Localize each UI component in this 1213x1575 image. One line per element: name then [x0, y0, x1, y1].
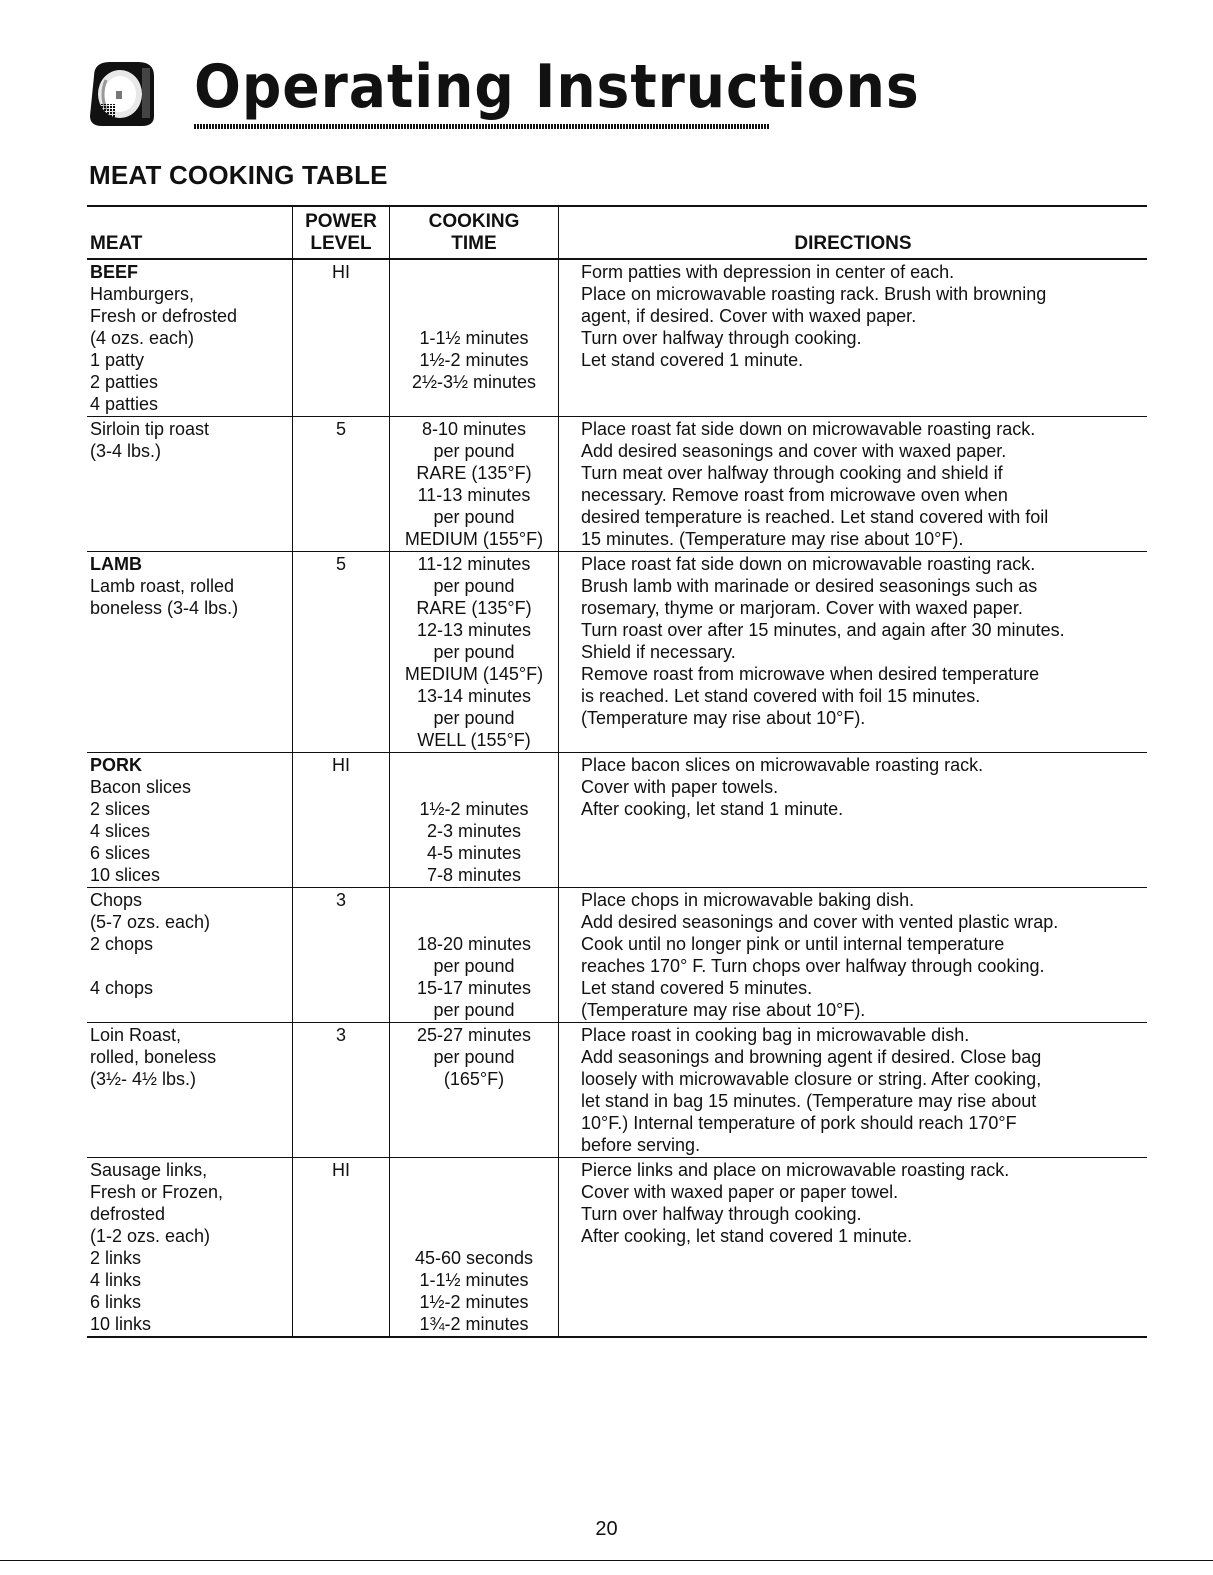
header-title: Operating Instructions	[194, 52, 920, 122]
cooking-time-value: (165°F)	[443, 1069, 505, 1089]
cooking-time-value: per pound	[433, 507, 515, 527]
table-row	[87, 552, 1147, 753]
cooking-time-value: per pound	[433, 708, 515, 728]
meat-item: (1-2 ozs. each)	[90, 1226, 211, 1246]
spacer	[390, 1203, 558, 1225]
direction-line: 10°F.) Internal temperature of pork should reach 170°F	[581, 1113, 1017, 1133]
cooking-time-value: 25-27 minutes	[416, 1025, 532, 1045]
meat-item: Sirloin tip roast	[90, 419, 210, 439]
spacer	[390, 776, 558, 798]
table-row	[87, 417, 1147, 552]
cooking-time-value: 1-1½ minutes	[419, 328, 529, 348]
power-level-cell	[293, 552, 390, 753]
section-title: MEAT COOKING TABLE	[89, 160, 388, 190]
cooking-time-cell	[390, 1023, 559, 1158]
directions-cell	[559, 1023, 1148, 1158]
cooking-time-value: per pound	[433, 956, 515, 976]
cooking-time-value: RARE (135°F)	[416, 598, 532, 618]
direction-line: After cooking, let stand covered 1 minute.	[581, 1226, 913, 1246]
cooking-time-value: WELL (155°F)	[417, 730, 531, 750]
meat-item: 4 links	[90, 1270, 142, 1290]
power-level-value: HI	[332, 262, 350, 282]
direction-line: Cover with waxed paper or paper towel.	[581, 1182, 899, 1202]
spacer	[390, 889, 558, 911]
direction-line: Place chops in microwavable baking dish.	[581, 890, 915, 910]
meat-item: (4 ozs. each)	[90, 328, 195, 348]
table-row	[87, 888, 1147, 1023]
direction-line: Cover with paper towels.	[581, 777, 779, 797]
meat-item: (3½- 4½ lbs.)	[90, 1069, 197, 1089]
spacer	[390, 283, 558, 305]
power-level-cell	[293, 259, 390, 417]
direction-line: Cook until no longer pink or until internal temperature	[581, 934, 1005, 954]
power-level-value: 5	[335, 419, 346, 439]
cooking-time-value: 1½-2 minutes	[419, 350, 529, 370]
direction-line: Turn roast over after 15 minutes, and again after 30 minutes.	[581, 620, 1065, 640]
meat-item: 4 chops	[90, 978, 154, 998]
power-level-value: HI	[332, 755, 350, 775]
power-level-cell	[293, 417, 390, 552]
power-level-value: 5	[335, 554, 346, 574]
header-directions: DIRECTIONS	[559, 206, 1148, 259]
meat-item: (5-7 ozs. each)	[90, 912, 211, 932]
meat-item: 4 patties	[90, 394, 159, 414]
direction-line: Form patties with depression in center of each.	[581, 262, 955, 282]
cooking-time-cell	[390, 552, 559, 753]
spacer	[90, 955, 292, 977]
table-row	[87, 1023, 1147, 1158]
direction-line: Pierce links and place on microwavable roasting rack.	[581, 1160, 1010, 1180]
direction-line: Add seasonings and browning agent if desired. Close bag	[581, 1047, 1042, 1067]
direction-line: Let stand covered 5 minutes.	[581, 978, 813, 998]
direction-line: loosely with microwavable closure or string. After cooking,	[581, 1069, 1042, 1089]
cooking-time-value: 4-5 minutes	[426, 843, 522, 863]
power-level-cell	[293, 888, 390, 1023]
directions-cell	[559, 259, 1148, 417]
directions-cell	[559, 753, 1148, 888]
meat-item: Bacon slices	[90, 777, 192, 797]
power-level-cell	[293, 753, 390, 888]
direction-line: Add desired seasonings and cover with vented plastic wrap.	[581, 912, 1059, 932]
direction-line: Add desired seasonings and cover with waxed paper.	[581, 441, 1007, 461]
table-row	[87, 1158, 1147, 1338]
spacer	[390, 1181, 558, 1203]
meat-item: Fresh or Frozen,	[90, 1182, 224, 1202]
direction-line: before serving.	[581, 1135, 701, 1155]
direction-line: reaches 170° F. Turn chops over halfway through cooking.	[581, 956, 1045, 976]
cooking-time-value: MEDIUM (155°F)	[404, 529, 544, 549]
header-cooking-time: COOKING TIME	[390, 206, 559, 259]
meat-item: 4 slices	[90, 821, 151, 841]
spacer	[390, 261, 558, 283]
cooking-time-value: 11-13 minutes	[417, 485, 531, 505]
directions-cell	[559, 552, 1148, 753]
cooking-time-cell	[390, 259, 559, 417]
direction-line: After cooking, let stand 1 minute.	[581, 799, 844, 819]
spacer	[390, 1159, 558, 1181]
cooking-time-value: per pound	[433, 1000, 515, 1020]
direction-line: Place roast in cooking bag in microwavable dish.	[581, 1025, 970, 1045]
cooking-time-value: 18-20 minutes	[416, 934, 532, 954]
header-underline	[194, 124, 770, 129]
table-header-row	[87, 206, 1147, 259]
microwave-logo-icon	[86, 58, 158, 128]
cooking-time-value: 8-10 minutes	[421, 419, 527, 439]
direction-line: rosemary, thyme or marjoram. Cover with waxed paper.	[581, 598, 1023, 618]
power-level-value: 3	[335, 1025, 346, 1045]
direction-line: Remove roast from microwave when desired temperature	[581, 664, 1040, 684]
spacer	[390, 911, 558, 933]
table-row	[87, 753, 1147, 888]
meat-cell	[87, 1023, 293, 1158]
directions-cell	[559, 1158, 1148, 1338]
table-row	[87, 259, 1147, 417]
direction-line: Shield if necessary.	[581, 642, 736, 662]
direction-line: Let stand covered 1 minute.	[581, 350, 804, 370]
spacer	[390, 1225, 558, 1247]
power-level-value: 3	[335, 890, 346, 910]
power-level-cell	[293, 1023, 390, 1158]
direction-line: desired temperature is reached. Let stand covered with foil	[581, 507, 1049, 527]
cooking-time-value: 1½-2 minutes	[419, 799, 529, 819]
direction-line: is reached. Let stand covered with foil 15 minutes.	[581, 686, 981, 706]
direction-line: necessary. Remove roast from microwave oven when	[581, 485, 1008, 505]
meat-item: 10 links	[90, 1314, 152, 1334]
meat-item: Lamb roast, rolled	[90, 576, 235, 596]
spacer	[390, 754, 558, 776]
meat-category: BEEF	[90, 262, 139, 282]
meat-cell	[87, 753, 293, 888]
cooking-time-value: 45-60 seconds	[414, 1248, 534, 1268]
cooking-time-value: 1½-2 minutes	[419, 1292, 529, 1312]
meat-cell	[87, 259, 293, 417]
cooking-time-value: 7-8 minutes	[426, 865, 522, 885]
meat-item: 2 slices	[90, 799, 151, 819]
direction-line: (Temperature may rise about 10°F).	[581, 708, 866, 728]
meat-item: Chops	[90, 890, 143, 910]
cooking-time-value: 2½-3½ minutes	[411, 372, 537, 392]
cooking-time-value: 13-14 minutes	[416, 686, 532, 706]
direction-line: Turn over halfway through cooking.	[581, 1204, 862, 1224]
spacer	[390, 305, 558, 327]
direction-line: Turn over halfway through cooking.	[581, 328, 862, 348]
cooking-time-value: 1¾-2 minutes	[419, 1314, 529, 1334]
cooking-time-cell	[390, 1158, 559, 1338]
meat-item: 1 patty	[90, 350, 145, 370]
cooking-time-value: per pound	[433, 441, 515, 461]
cooking-time-cell	[390, 753, 559, 888]
header-power-level: POWER LEVEL	[293, 206, 390, 259]
direction-line: Turn meat over halfway through cooking and shield if	[581, 463, 1003, 483]
page-number: 20	[595, 1518, 618, 1540]
cooking-time-value: 1-1½ minutes	[419, 1270, 529, 1290]
meat-item: (3-4 lbs.)	[90, 441, 162, 461]
power-level-value: HI	[332, 1160, 350, 1180]
power-level-cell	[293, 1158, 390, 1338]
direction-line: Place roast fat side down on microwavable roasting rack.	[581, 554, 1036, 574]
page-header	[86, 52, 920, 132]
meat-cell	[87, 1158, 293, 1338]
cooking-time-value: 2-3 minutes	[426, 821, 522, 841]
direction-line: (Temperature may rise about 10°F).	[581, 1000, 866, 1020]
meat-cell	[87, 552, 293, 753]
direction-line: Place on microwavable roasting rack. Brush with browning	[581, 284, 1047, 304]
direction-line: Place bacon slices on microwavable roasting rack.	[581, 755, 984, 775]
meat-item: Sausage links,	[90, 1160, 208, 1180]
bottom-rule	[0, 1560, 1213, 1561]
cooking-time-value: per pound	[433, 1047, 515, 1067]
cooking-time-value: 12-13 minutes	[416, 620, 532, 640]
direction-line: agent, if desired. Cover with waxed paper.	[581, 306, 917, 326]
meat-cell	[87, 888, 293, 1023]
directions-cell	[559, 417, 1148, 552]
meat-item: Fresh or defrosted	[90, 306, 238, 326]
cooking-time-value: 15-17 minutes	[416, 978, 532, 998]
cooking-time-value: MEDIUM (145°F)	[404, 664, 544, 684]
meat-item: boneless (3-4 lbs.)	[90, 598, 239, 618]
header-meat: MEAT	[90, 233, 143, 254]
meat-item: Hamburgers,	[90, 284, 195, 304]
meat-item: 6 slices	[90, 843, 151, 863]
direction-line: let stand in bag 15 minutes. (Temperature may rise about	[581, 1091, 1037, 1111]
cooking-time-cell	[390, 417, 559, 552]
cooking-time-value: per pound	[433, 576, 515, 596]
direction-line: Place roast fat side down on microwavable roasting rack.	[581, 419, 1036, 439]
meat-item: 2 links	[90, 1248, 142, 1268]
direction-line: Brush lamb with marinade or desired seasonings such as	[581, 576, 1038, 596]
directions-cell	[559, 888, 1148, 1023]
meat-item: rolled, boneless	[90, 1047, 217, 1067]
meat-item: defrosted	[90, 1204, 166, 1224]
direction-line: 15 minutes. (Temperature may rise about 10°F).	[581, 529, 964, 549]
meat-item: 6 links	[90, 1292, 142, 1312]
cooking-time-value: per pound	[433, 642, 515, 662]
meat-category: PORK	[90, 755, 143, 775]
cooking-time-cell	[390, 888, 559, 1023]
meat-category: LAMB	[90, 554, 142, 574]
cooking-time-value: RARE (135°F)	[416, 463, 532, 483]
cooking-time-value: 11-12 minutes	[417, 554, 531, 574]
meat-item: Loin Roast,	[90, 1025, 182, 1045]
meat-item: 2 chops	[90, 934, 154, 954]
meat-item: 2 patties	[90, 372, 159, 392]
meat-cell	[87, 417, 293, 552]
meat-cooking-table	[87, 205, 1147, 1338]
meat-item: 10 slices	[90, 865, 161, 885]
